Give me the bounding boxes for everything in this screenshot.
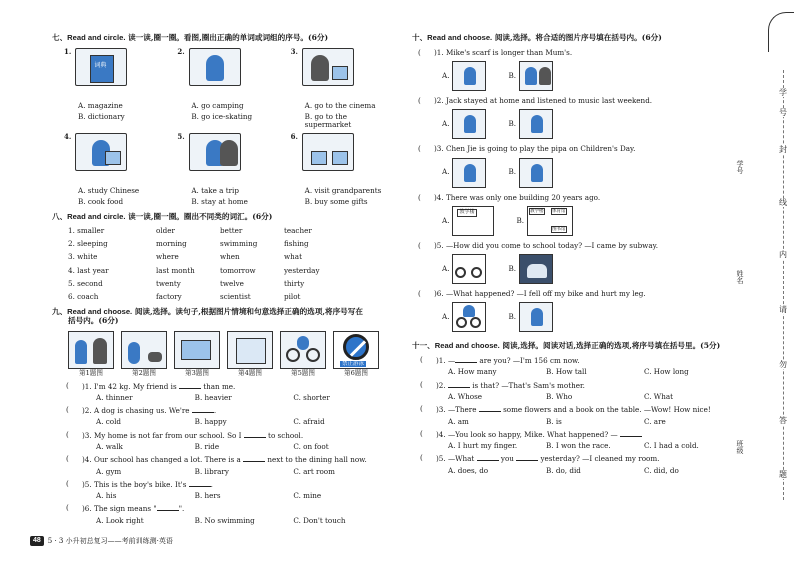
right-column (412, 33, 745, 475)
option[interactable]: C. on foot (293, 441, 329, 451)
option-a[interactable]: A. 教学楼 (442, 206, 494, 236)
option[interactable]: C. mine (293, 491, 322, 501)
option-a[interactable]: A. (442, 109, 486, 139)
sec9-q5-options (96, 492, 392, 500)
sec11-q3: ( )3. —There some flowers and a book on the table. —Wow! How nice! (420, 404, 711, 415)
sec10-q1-options (442, 61, 742, 91)
q4-picture: 第4题图 (227, 331, 273, 378)
answer-blank[interactable] (479, 405, 501, 412)
sec11-q4: ( )4. —You look so happy, Mike. What happened? — (412, 430, 742, 439)
option[interactable]: B. stay at home (191, 196, 248, 206)
answer-blank[interactable] (455, 356, 477, 363)
option-a[interactable]: A. (442, 158, 486, 188)
sec11-q2-options (448, 393, 742, 401)
instrument-picture-a (452, 158, 486, 188)
sec7-options-row-2b (52, 198, 392, 206)
option[interactable]: A. does, do (448, 465, 489, 475)
answer-blank[interactable] (244, 431, 266, 438)
sec9-q4-options (96, 468, 392, 476)
option[interactable]: A. thinner (96, 392, 133, 402)
section-9-picture-strip (68, 331, 392, 378)
section-11-questions (412, 355, 745, 475)
trip-picture (189, 133, 241, 171)
three-buildings-picture: 教学楼 体育馆 图书馆 (527, 206, 573, 236)
section-11-title: 十一、Read and choose. 阅读,选择。阅读对话,选择正确的选项,将序号填在括号里。(5分) (412, 341, 721, 351)
sec10-q1: ( )1. Mike's scarf is longer than Mum's. (418, 47, 573, 57)
margin-char: 内 (774, 250, 792, 259)
option[interactable]: B. ride (194, 441, 220, 451)
scarf-picture-a (452, 61, 486, 91)
option[interactable]: A. go camping (191, 100, 244, 110)
section-9-title-line2: 括号内。(6分) (68, 316, 119, 326)
option[interactable]: A. How many (448, 367, 497, 377)
word[interactable]: 5. second (68, 278, 103, 288)
sec10-q4: ( )4. There was only one building 20 years ago. (418, 192, 601, 202)
word[interactable]: factory (156, 292, 182, 302)
option[interactable]: A. am (448, 416, 469, 426)
margin-char: 线 (774, 198, 792, 207)
music-picture-a (452, 109, 486, 139)
option[interactable]: B. heavier (194, 392, 232, 402)
option[interactable]: B. Who (546, 391, 573, 401)
music-picture-b (519, 109, 553, 139)
word[interactable]: twenty (156, 278, 181, 288)
bike-picture (452, 254, 486, 284)
answer-blank[interactable] (448, 381, 470, 388)
sec7-item-5: 5. (165, 133, 278, 186)
answer-blank[interactable] (192, 406, 214, 413)
margin-char: 请 (774, 305, 792, 314)
option-b[interactable]: B. (508, 254, 553, 284)
sec7-options-row-2a (52, 187, 392, 195)
option-b[interactable]: B. 教学楼 体育馆 图书馆 (516, 206, 573, 236)
sec11-q1-options (448, 368, 742, 376)
sec7-item-2: 2. (165, 48, 278, 101)
word[interactable]: fishing (284, 239, 309, 249)
option[interactable]: A. walk (96, 441, 123, 451)
margin-char: 号 (774, 108, 792, 117)
word[interactable]: where (156, 252, 179, 262)
option[interactable]: A. take a trip (191, 185, 239, 195)
hurt-leg-picture (519, 302, 553, 332)
option-b[interactable]: B. (508, 302, 553, 332)
option[interactable]: A. gym (96, 466, 122, 476)
no-swimming-sign-icon (343, 334, 369, 360)
option[interactable]: A. Look right (96, 515, 144, 525)
option[interactable]: B. go ice-skating (191, 112, 253, 121)
option[interactable]: A. magazine (78, 100, 123, 110)
sec10-q5: ( )5. —How did you come to school today? —I came by subway. (418, 240, 659, 250)
option[interactable]: B. go to the supermarket (304, 112, 352, 130)
scarf-picture-b (519, 61, 553, 91)
word[interactable]: 2. sleeping (68, 239, 108, 249)
study-picture (75, 133, 127, 171)
sec7-options-row-1a (52, 102, 392, 110)
sec9-q6: ( )6. The sign means " ". (66, 503, 185, 514)
option-a[interactable]: A. (442, 61, 486, 91)
binding-curl-icon (768, 12, 794, 52)
margin-char: 封 (774, 145, 792, 154)
section-9-questions (52, 382, 392, 525)
pipa-picture-b (519, 158, 553, 188)
side-label-class: 班级 (736, 440, 745, 454)
sec10-q4-options (442, 206, 742, 236)
fall-bike-picture (452, 302, 486, 332)
answer-blank[interactable] (189, 480, 211, 487)
option[interactable]: B. library (194, 466, 229, 476)
sec9-q3: ( )3. My home is not far from our school. So I to school. (66, 429, 304, 440)
word[interactable]: older (156, 225, 175, 235)
option[interactable]: A. study Chinese (78, 185, 140, 195)
sec10-q6: ( )6. —What happened? —I fell off my bike and hurt my leg. (418, 289, 646, 299)
sec7-item-3: 3. (279, 48, 392, 101)
subway-picture (519, 254, 553, 284)
sec7-item-1: 1. 词典 (52, 48, 165, 101)
dictionary-picture: 词典 (75, 48, 127, 86)
sec11-q5: ( )5. —What you yesterday? —I cleaned my room. (420, 453, 660, 464)
side-label-student-id: 学号 (736, 160, 745, 174)
q5-picture: 第5题图 (280, 331, 326, 378)
option-b[interactable]: B. (508, 109, 553, 139)
word[interactable]: yesterday (284, 265, 320, 275)
word[interactable]: last month (156, 265, 195, 275)
margin-char: 勿 (774, 360, 792, 369)
option[interactable]: C. art room (293, 466, 335, 476)
section-8-title: 八、Read and circle. 读一读,圈一圈。圈出不同类的词汇。(6分) (52, 212, 273, 222)
section-7-pictures-2 (52, 133, 392, 186)
margin-char: 答 (774, 416, 792, 425)
option[interactable]: C. What (644, 391, 674, 401)
page-footer (30, 536, 173, 546)
sec9-q2: ( )2. A dog is chasing us. We're . (66, 405, 217, 416)
word[interactable]: 6. coach (68, 292, 99, 302)
sec7-options-row-1b (52, 113, 392, 130)
word[interactable]: pilot (284, 292, 301, 302)
sec11-q5-options (448, 467, 742, 475)
option[interactable]: B. I won the race. (546, 441, 611, 451)
binding-margin (760, 0, 800, 566)
option-b[interactable]: B. (508, 158, 553, 188)
sec9-q3-options (96, 443, 392, 451)
option[interactable]: B. hers (194, 491, 221, 501)
word[interactable]: when (220, 252, 240, 262)
word[interactable]: what (284, 252, 302, 262)
sec10-q3: ( )3. Chen Jie is going to play the pipa on Children's Day. (418, 144, 636, 154)
supermarket-picture (302, 48, 354, 86)
answer-blank[interactable] (620, 430, 642, 437)
sec11-q3-options (448, 418, 742, 426)
sec10-q6-options (442, 302, 742, 332)
option[interactable]: C. Don't touch (293, 515, 346, 525)
option[interactable]: C. afraid (293, 417, 325, 427)
option[interactable]: A. visit grandparents (304, 185, 382, 195)
sec11-q1: ( )1. — are you? —I'm 156 cm now. (420, 355, 580, 366)
option-b[interactable]: B. (508, 61, 553, 91)
word[interactable]: twelve (220, 278, 244, 288)
option[interactable]: B. cook food (78, 196, 124, 206)
word[interactable]: tomorrow (220, 265, 256, 275)
answer-blank[interactable] (477, 454, 499, 461)
answer-blank[interactable] (516, 454, 538, 461)
word[interactable]: scientist (220, 292, 251, 302)
q2-picture: 第2题图 (121, 331, 167, 378)
word[interactable]: morning (156, 239, 187, 249)
q1-picture: 第1题图 (68, 331, 114, 378)
option[interactable]: C. are (644, 416, 666, 426)
sec10-q2: ( )2. Jack stayed at home and listened to music last weekend. (418, 96, 653, 105)
word[interactable]: 3. white (68, 252, 98, 262)
option[interactable]: B. is (546, 416, 562, 426)
section-7-pictures (52, 48, 392, 101)
sec9-q5: ( )5. This is the boy's bike. It's . (66, 478, 213, 489)
word[interactable]: teacher (284, 225, 312, 235)
q3-picture: 第3题图 (174, 331, 220, 378)
option[interactable]: A. go to the cinema (304, 100, 376, 110)
option[interactable]: B. buy some gifts (304, 196, 368, 206)
option[interactable]: B. No swimming (194, 515, 255, 525)
sec10-q3-options (442, 158, 745, 188)
sec11-q4-options (448, 442, 742, 450)
sec10-q5-options (442, 254, 745, 284)
option-a[interactable]: A. (442, 254, 486, 284)
sec11-q2: ( )2. is that? —That's Sam's mother. (420, 379, 585, 390)
sec7-item-4: 4. (52, 133, 165, 186)
answer-blank[interactable] (157, 504, 179, 511)
section-9-title: 九、Read and choose. 阅读,选择。读句子,根据图片情境和句意选择正确的选项,将序号写在 (52, 306, 363, 316)
sec9-q1: ( )1. I'm 42 kg. My friend is than me. (66, 380, 236, 391)
option[interactable]: B. How tall (546, 367, 587, 377)
left-column (52, 34, 392, 525)
section-7-title: 七、Read and circle. 读一读,圈一圈。看图,圈出正确的单词或词组的序号。(6分) (52, 33, 329, 42)
sec9-q6-options (96, 517, 392, 525)
sec7-item-6: 6. (279, 133, 392, 186)
option[interactable]: B. happy (194, 417, 227, 427)
word[interactable]: swimming (220, 239, 258, 249)
word[interactable]: better (220, 225, 243, 235)
one-building-picture: 教学楼 (452, 206, 494, 236)
answer-blank[interactable] (179, 382, 201, 389)
margin-char: 题 (774, 470, 792, 479)
section-8-word-grid (68, 227, 392, 302)
section-10-title: 十、Read and choose. 阅读,选择。将合适的图片序号填在括号内。(6分) (412, 33, 662, 42)
gifts-picture (302, 133, 354, 171)
margin-char: 学 (774, 88, 792, 97)
option[interactable]: C. I had a cold. (644, 441, 699, 451)
page-number: 48 (30, 536, 44, 546)
q6-picture: 禁止游泳 第6题图 (333, 331, 379, 378)
word[interactable]: 1. smaller (68, 225, 105, 235)
option[interactable]: C. did, do (644, 465, 679, 475)
answer-blank[interactable] (243, 455, 265, 462)
option[interactable]: C. shorter (293, 392, 330, 402)
option[interactable]: C. How long (644, 367, 689, 377)
sec9-q1-options (96, 394, 392, 402)
sec9-q2-options (96, 418, 392, 426)
option[interactable]: B. do, did (546, 465, 581, 475)
option-a[interactable]: A. (442, 302, 486, 332)
option[interactable]: A. I hurt my finger. (448, 441, 518, 451)
word[interactable]: thirty (284, 278, 305, 288)
option[interactable]: B. dictionary (78, 112, 125, 121)
footer-text: 5 · 3 小升初总复习——考前训练测·英语 (47, 537, 173, 545)
sec10-q2-options (442, 109, 742, 139)
sec9-q4: ( )4. Our school has changed a lot. There is a next to the dining hall now. (66, 454, 367, 465)
side-label-name: 姓名 (736, 270, 745, 284)
option[interactable]: A. Whose (448, 391, 483, 401)
option[interactable]: A. his (96, 491, 117, 501)
option[interactable]: A. cold (96, 417, 122, 427)
word[interactable]: 4. last year (68, 265, 109, 275)
seal-line (783, 70, 784, 500)
ice-skating-picture (189, 48, 241, 86)
